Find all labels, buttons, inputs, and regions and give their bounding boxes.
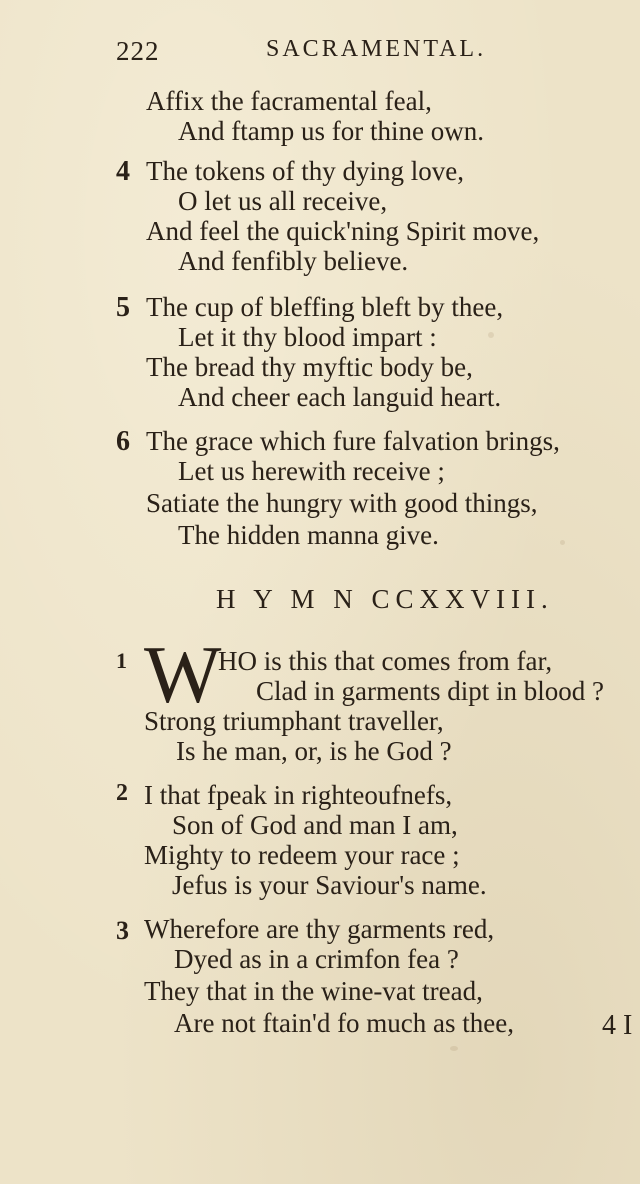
- verse-line: Son of God and man I am,: [172, 810, 458, 840]
- page-number: 222: [116, 36, 160, 66]
- verse-line: Let us herewith receive ;: [178, 456, 445, 486]
- verse-number: 2: [116, 780, 128, 806]
- verse-line: Strong triumphant traveller,: [144, 706, 444, 736]
- verse-number: 6: [116, 426, 130, 457]
- verse-number: 3: [116, 916, 129, 945]
- verse-line: And fenfibly believe.: [178, 246, 409, 276]
- verse-line: And feel the quick'ning Spirit move,: [146, 216, 540, 246]
- verse-line: Is he man, or, is he God ?: [176, 736, 452, 766]
- verse-line: Wherefore are thy garments red,: [144, 914, 495, 944]
- verse-line: And cheer each languid heart.: [178, 382, 502, 412]
- verse-number: 1: [116, 648, 127, 673]
- verse-number: 5: [116, 292, 130, 323]
- verse-line: And ftamp us for thine own.: [178, 116, 484, 146]
- verse-line: I that fpeak in righteoufnefs,: [144, 780, 453, 810]
- paper-spot: [450, 1046, 458, 1051]
- verse-line: Are not ftain'd fo much as thee,: [174, 1008, 515, 1038]
- verse-line: Mighty to redeem your race ;: [144, 840, 460, 870]
- verse-line: HO is this that comes from far,: [218, 646, 553, 676]
- verse-line: The cup of bleffing bleft by thee,: [146, 292, 504, 322]
- verse-line: The bread thy myftic body be,: [146, 352, 473, 382]
- verse-number: 4: [116, 156, 130, 187]
- running-title: SACRAMENTAL.: [266, 36, 487, 62]
- verse-line: The hidden manna give.: [178, 520, 439, 550]
- verse-line: O let us all receive,: [178, 186, 388, 216]
- verse-line: They that in the wine-vat tread,: [144, 976, 483, 1006]
- verse-line: Jefus is your Saviour's name.: [172, 870, 487, 900]
- verse-line: Dyed as in a crimfon fea ?: [174, 944, 459, 974]
- hymn-title: H Y M N CCXXVIII.: [216, 584, 554, 614]
- drop-cap: W: [144, 629, 222, 720]
- verse-line: The grace which fure falvation brings,: [146, 426, 560, 456]
- verse-line: Satiate the hungry with good things,: [146, 488, 538, 518]
- catchword: 4 I: [602, 1010, 633, 1041]
- verse-line: Clad in garments dipt in blood ?: [256, 676, 604, 706]
- verse-line: The tokens of thy dying love,: [146, 156, 464, 186]
- verse-line: Affix the facramental feal,: [146, 86, 432, 116]
- paper-spot: [488, 332, 494, 338]
- verse-line: Let it thy blood impart :: [178, 322, 437, 352]
- paper-spot: [560, 540, 565, 545]
